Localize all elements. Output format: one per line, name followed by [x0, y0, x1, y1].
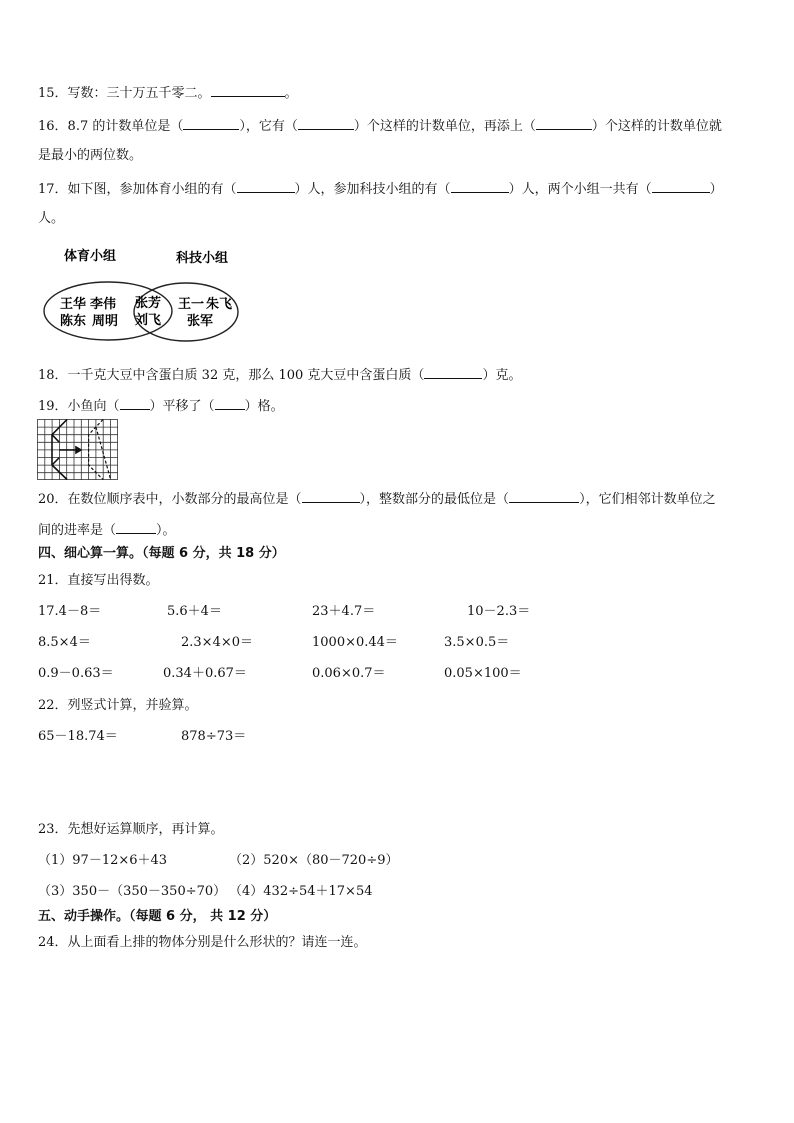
q20-text-1: 20．在数位顺序表中，小数部分的最高位是（: [38, 492, 302, 507]
q19-text-2: ）平移了（: [149, 399, 215, 414]
calc-item: 2.3×4×0＝: [181, 635, 254, 650]
q18-blank[interactable]: [424, 366, 482, 379]
venn-name: 张军: [187, 314, 214, 329]
tech-group-ellipse: [134, 283, 238, 341]
q17-text-3: ）人，两个小组一共有（: [508, 182, 652, 197]
q16-text-2: ），它有（: [239, 119, 298, 134]
venn-name: 王一: [178, 297, 205, 312]
q17-text-2: ）人，参加科技小组的有（: [294, 182, 451, 197]
q24-title: 24．从上面看上排的物体分别是什么形状的？请连一连。: [38, 935, 367, 950]
question-15: [38, 84, 298, 102]
venn-right-title: 科技小组: [176, 251, 229, 266]
q21-title: 21．直接写出得数。: [38, 573, 159, 588]
q15-answer-blank[interactable]: [211, 84, 285, 97]
q17-blank-1[interactable]: [237, 180, 295, 193]
calc-item: 5.6＋4＝: [167, 604, 222, 619]
q17-line-2: 人。: [38, 211, 65, 226]
question-20: [38, 490, 716, 508]
q20-text-3: ），它们相邻计数单位之: [579, 492, 716, 507]
q18-text-2: ）克。: [482, 368, 522, 383]
q20-text-2: ），整数部分的最低位是（: [359, 492, 510, 507]
q20-blank-3[interactable]: [116, 521, 156, 534]
q15-tail: 。: [284, 86, 298, 101]
q19-text-3: ）格。: [244, 399, 284, 414]
venn-name: 刘飞: [135, 313, 162, 328]
q20-text-4: 间的进率是（: [38, 523, 117, 538]
q17-text-1: 17．如下图，参加体育小组的有（: [38, 182, 237, 197]
calc-item: 1000×0.44＝: [312, 635, 398, 650]
q15-text: 15．写数：三十万五千零二。: [38, 86, 211, 101]
q17-text-4: ）: [709, 182, 723, 197]
venn-name: 王华: [60, 297, 87, 312]
q16-text-3: ）个这样的计数单位，再添上（: [353, 119, 536, 134]
venn-name: 李伟: [90, 297, 117, 312]
section-5-heading: 五、动手操作。（每题 6 分， 共 12 分）: [38, 909, 277, 924]
calc-item: 0.06×0.7＝: [312, 666, 386, 681]
calc-item: 0.9－0.63＝: [38, 666, 114, 681]
q20-text-5: ）。: [156, 523, 176, 538]
q16-blank-3[interactable]: [536, 117, 592, 130]
order-calc-item: （1）97－12×6＋43: [38, 853, 168, 868]
calc-item: 3.5×0.5＝: [444, 635, 510, 650]
q16-blank-2[interactable]: [298, 117, 354, 130]
calc-item: 0.05×100＝: [444, 666, 522, 681]
q19-blank-1[interactable]: [120, 397, 150, 410]
q18-text-1: 18．一千克大豆中含蛋白质 32 克，那么 100 克大豆中含蛋白质（: [38, 368, 425, 383]
q20-blank-2[interactable]: [509, 490, 579, 503]
question-16: [38, 117, 722, 135]
venn-name: 陈东: [60, 314, 87, 329]
fish-translation-grid: [37, 419, 119, 481]
order-calc-item: （3）350－（350－350÷70）: [38, 884, 227, 899]
q16-line-2: 是最小的两位数。: [38, 148, 143, 163]
q17-blank-3[interactable]: [652, 180, 710, 193]
calc-item: 10－2.3＝: [467, 604, 531, 619]
q22-title: 22．列竖式计算，并验算。: [38, 698, 198, 713]
calc-item: 23＋4.7＝: [312, 604, 376, 619]
q19-blank-2[interactable]: [215, 397, 245, 410]
calc-item: 17.4－8＝: [38, 604, 102, 619]
q16-blank-1[interactable]: [183, 117, 239, 130]
q20-line-2: [38, 521, 176, 539]
q23-title: 23．先想好运算顺序，再计算。: [38, 822, 224, 837]
venn-name: 张芳: [135, 296, 162, 311]
calc-item: 8.5×4＝: [38, 635, 91, 650]
q19-text-1: 19．小鱼向（: [38, 399, 120, 414]
question-18: [38, 366, 521, 384]
section-4-heading: 四、细心算一算。（每题 6 分，共 18 分）: [38, 546, 285, 561]
q20-blank-1[interactable]: [302, 490, 360, 503]
vertical-calc-item: 65－18.74＝: [38, 729, 118, 744]
venn-left-title: 体育小组: [64, 249, 117, 264]
q16-text-4: ）个这样的计数单位就: [591, 119, 722, 134]
calc-item: 0.34＋0.67＝: [163, 666, 247, 681]
q16-text-1: 16．8.7 的计数单位是（: [38, 119, 184, 134]
venn-diagram: [40, 244, 245, 344]
question-19: [38, 397, 284, 415]
venn-name: 周明: [92, 314, 119, 329]
order-calc-item: （2）520×（80－720÷9）: [229, 853, 399, 868]
vertical-calc-item: 878÷73＝: [181, 729, 247, 744]
order-calc-item: （4）432÷54＋17×54: [229, 884, 373, 899]
question-17: [38, 180, 723, 198]
venn-name: 朱飞: [206, 297, 233, 312]
q17-blank-2[interactable]: [451, 180, 509, 193]
